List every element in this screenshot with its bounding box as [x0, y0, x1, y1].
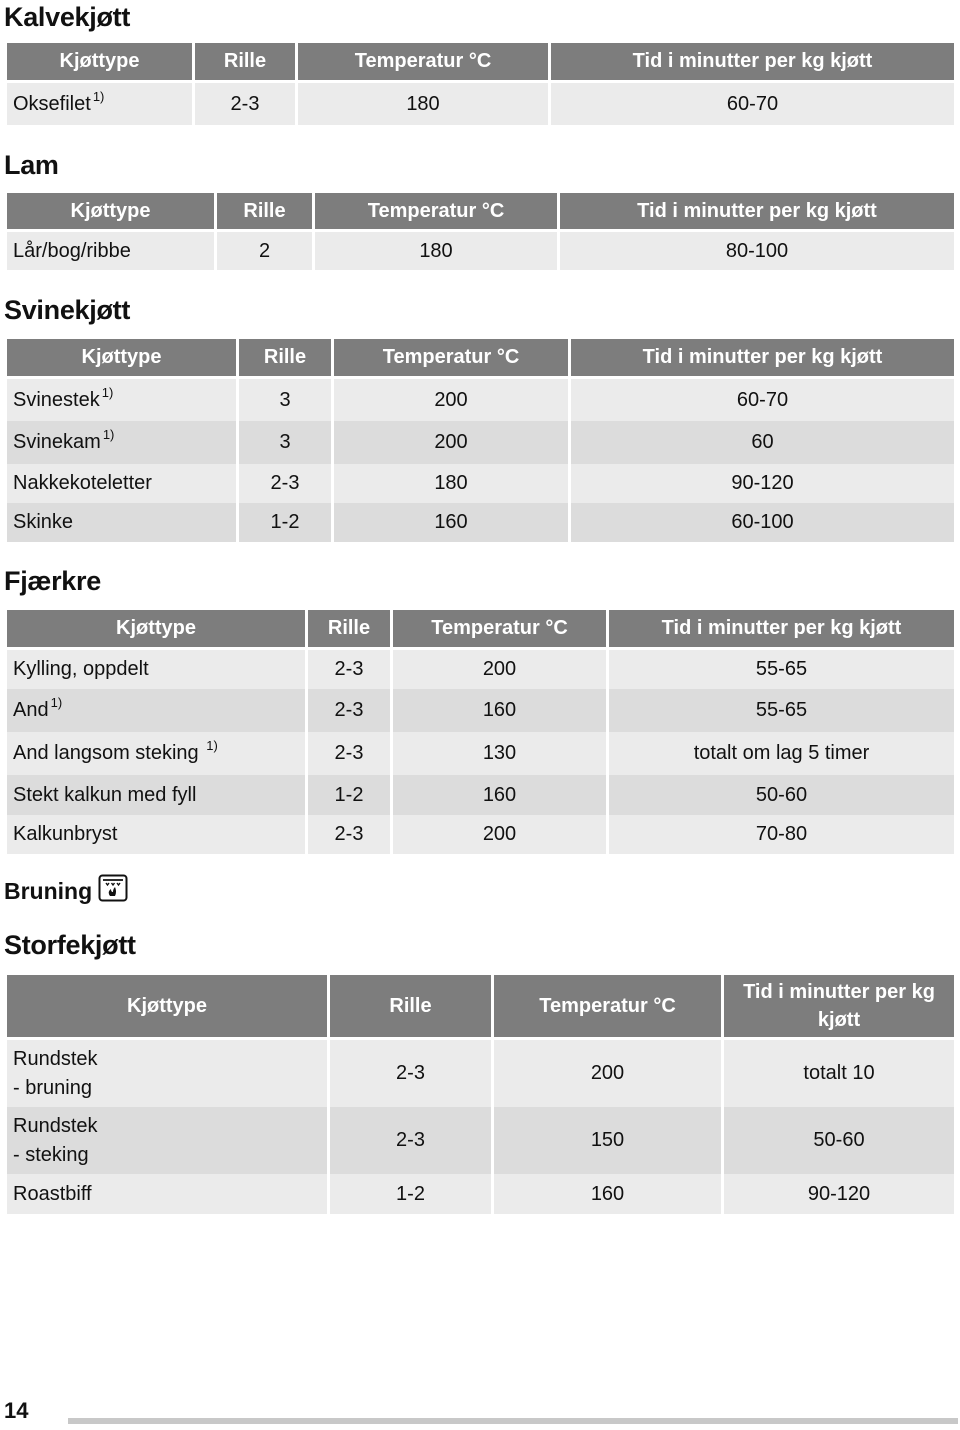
cell-tid: totalt 10 [724, 1040, 954, 1107]
cell-kjottype: Rundstek - steking [7, 1107, 327, 1174]
cell-kjottype: Nakkekoteletter [7, 464, 236, 503]
cell-kjottype: Lår/bog/ribbe [7, 232, 214, 270]
table-row [7, 815, 954, 854]
cell-temperatur: 160 [334, 503, 568, 542]
table-fjaerkre [4, 610, 957, 854]
cell-tid: 55-65 [609, 650, 954, 689]
table-row [7, 775, 954, 815]
cell-rille: 1-2 [239, 503, 331, 542]
section-title-svinekjott: Svinekjøtt [4, 295, 131, 325]
header-temperatur: Temperatur °C [393, 610, 606, 650]
footer-rule [68, 1418, 958, 1424]
table-header-row [7, 975, 954, 1040]
cell-kjottype: Svinekam $^{1)}$ [7, 421, 236, 464]
cell-kjottype: Stekt kalkun med fyll [7, 775, 305, 815]
table-row [7, 1107, 954, 1174]
cell-tid: 60-100 [571, 503, 954, 542]
subsection-bruning [4, 874, 128, 908]
cell-rille: 2-3 [330, 1040, 491, 1107]
section-title-fjaerkre: Fjærkre [4, 566, 101, 596]
header-temperatur: Temperatur °C [315, 193, 557, 232]
table-header-row [7, 193, 954, 232]
cell-kjottype: And langsom steking $^{1)}$ [7, 732, 305, 775]
header-kjottype: Kjøttype [7, 193, 214, 232]
cell-kjottype: Skinke [7, 503, 236, 542]
cell-tid: totalt om lag 5 timer [609, 732, 954, 775]
cell-rille: 1-2 [308, 775, 390, 815]
cell-tid: 90-120 [571, 464, 954, 503]
header-rille: Rille [239, 339, 331, 379]
cell-kjottype: Rundstek - bruning [7, 1040, 327, 1107]
cell-tid: 60 [571, 421, 954, 464]
cell-kjottype: And $^{1)}$ [7, 689, 305, 732]
table-header-row [7, 43, 954, 83]
cell-temperatur: 160 [393, 689, 606, 732]
table-header-row [7, 339, 954, 379]
cell-rille: 3 [239, 379, 331, 421]
header-kjottype: Kjøttype [7, 975, 327, 1040]
cell-rille: 2-3 [195, 83, 295, 125]
header-kjottype: Kjøttype [7, 339, 236, 379]
header-tid: Tid i minutter per kg kjøtt [551, 43, 954, 83]
section-title-storfekjott: Storfekjøtt [4, 930, 136, 960]
cell-kjottype: Kylling, oppdelt [7, 650, 305, 689]
header-tid: Tid i minutter per kg kjøtt [571, 339, 954, 379]
header-rille: Rille [195, 43, 295, 83]
header-rille: Rille [217, 193, 312, 232]
cell-tid: 70-80 [609, 815, 954, 854]
header-rille: Rille [308, 610, 390, 650]
header-tid: Tid i minutter per kg kjøtt [609, 610, 954, 650]
cell-tid: 90-120 [724, 1174, 954, 1214]
cell-temperatur: 200 [494, 1040, 721, 1107]
table-row [7, 503, 954, 542]
cell-tid: 60-70 [571, 379, 954, 421]
cell-tid: 50-60 [724, 1107, 954, 1174]
table-storfekjott [4, 975, 957, 1214]
table-header-row [7, 610, 954, 650]
header-tid: Tid i minutter per kg kjøtt [560, 193, 954, 232]
header-kjottype: Kjøttype [7, 43, 192, 83]
cell-tid: 80-100 [560, 232, 954, 270]
header-rille: Rille [330, 975, 491, 1040]
cell-temperatur: 180 [315, 232, 557, 270]
cell-rille: 2-3 [239, 464, 331, 503]
section-title-kalvekjott: Kalvekjøtt [4, 2, 131, 32]
cell-kjottype: Roastbiff [7, 1174, 327, 1214]
header-temperatur: Temperatur °C [334, 339, 568, 379]
table-row [7, 1174, 954, 1214]
header-kjottype: Kjøttype [7, 610, 305, 650]
table-row [7, 650, 954, 689]
cell-tid: 50-60 [609, 775, 954, 815]
table-row [7, 421, 954, 464]
cell-rille: 2-3 [308, 689, 390, 732]
cell-kjottype: Kalkunbryst [7, 815, 305, 854]
cell-rille: 2-3 [308, 815, 390, 854]
cell-rille: 2 [217, 232, 312, 270]
cell-temperatur: 200 [334, 421, 568, 464]
table-row [7, 689, 954, 732]
cell-temperatur: 160 [393, 775, 606, 815]
header-temperatur: Temperatur °C [298, 43, 548, 83]
cell-temperatur: 200 [393, 650, 606, 689]
cell-temperatur: 200 [334, 379, 568, 421]
cell-rille: 1-2 [330, 1174, 491, 1214]
cell-rille: 3 [239, 421, 331, 464]
bruning-label: Bruning [4, 877, 93, 904]
table-row [7, 232, 954, 270]
table-row [7, 464, 954, 503]
cell-rille: 2-3 [330, 1107, 491, 1174]
page-number: 14 [4, 1398, 29, 1423]
cell-temperatur: 180 [334, 464, 568, 503]
table-row [7, 379, 954, 421]
cell-kjottype: Svinestek $^{1)}$ [7, 379, 236, 421]
cell-temperatur: 130 [393, 732, 606, 775]
table-kalvekjott [4, 43, 957, 125]
cell-temperatur: 200 [393, 815, 606, 854]
cell-tid: 60-70 [551, 83, 954, 125]
table-svinekjott [4, 339, 957, 542]
cell-temperatur: 180 [298, 83, 548, 125]
cell-rille: 2-3 [308, 650, 390, 689]
cell-kjottype: Oksefilet $^{1)}$ [7, 83, 192, 125]
table-lam [4, 193, 957, 270]
table-row [7, 1040, 954, 1107]
cell-rille: 2-3 [308, 732, 390, 775]
cell-temperatur: 160 [494, 1174, 721, 1214]
section-title-lam: Lam [4, 150, 59, 180]
header-temperatur: Temperatur °C [494, 975, 721, 1040]
grill-icon [98, 874, 128, 908]
cell-tid: 55-65 [609, 689, 954, 732]
cell-temperatur: 150 [494, 1107, 721, 1174]
table-row [7, 83, 954, 125]
table-row [7, 732, 954, 775]
header-tid: Tid i minutter per kg kjøtt [724, 975, 954, 1040]
